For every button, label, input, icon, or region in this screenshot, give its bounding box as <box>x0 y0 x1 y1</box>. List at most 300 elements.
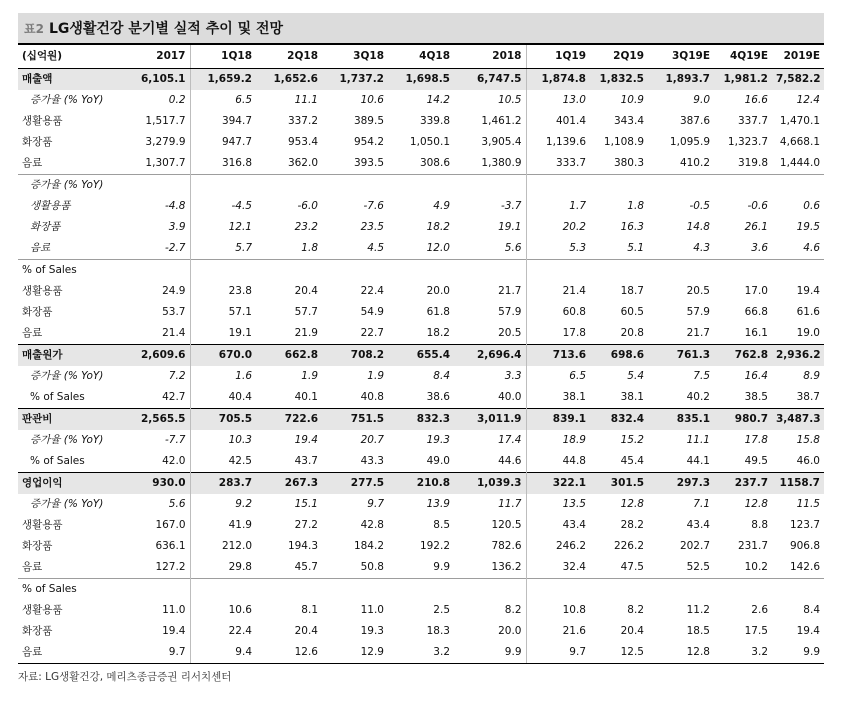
table-cell: 19.4 <box>294 434 318 446</box>
table-cell: 6.5 <box>235 94 252 106</box>
table-cell: 20.7 <box>360 434 384 446</box>
table-row <box>18 494 824 515</box>
table-cell: 17.8 <box>744 434 768 446</box>
table-row <box>18 515 824 536</box>
table-cell: 980.7 <box>714 409 772 431</box>
row-label: 증가율 (% YoY) <box>30 94 104 106</box>
table-cell: 61.8 <box>426 306 450 318</box>
table-cell <box>648 175 714 197</box>
table-cell: 54.9 <box>360 306 384 318</box>
table-cell: 60.5 <box>620 306 644 318</box>
table-cell: 45.7 <box>294 561 318 573</box>
table-cell: 393.5 <box>353 157 384 169</box>
table-cell: 0.6 <box>803 200 820 212</box>
table-cell: 1.7 <box>569 200 586 212</box>
table-cell: 136.2 <box>454 557 526 579</box>
row-label: % of Sales <box>30 455 85 467</box>
table-cell: -6.0 <box>297 200 318 212</box>
table-cell: 11.1 <box>294 94 318 106</box>
header-unit: (십억원) <box>18 44 124 69</box>
table-cell: 705.5 <box>190 409 256 431</box>
table-row <box>18 111 824 132</box>
table-cell: 5.1 <box>627 242 644 254</box>
row-label: 판관비 <box>18 409 124 431</box>
table-cell: 8.1 <box>301 604 318 616</box>
table-cell: 19.3 <box>426 434 450 446</box>
table-cell: 11.2 <box>686 604 710 616</box>
table-row <box>18 345 824 367</box>
row-label: 증가율 (% YoY) <box>18 175 124 197</box>
table-cell <box>322 175 388 197</box>
header-period: 1Q19 <box>526 44 590 69</box>
table-cell: 10.8 <box>562 604 586 616</box>
table-cell: 20.8 <box>620 327 644 339</box>
table-cell: 930.0 <box>124 473 190 495</box>
table-cell: 7.5 <box>693 370 710 382</box>
table-cell: 57.1 <box>228 306 252 318</box>
table-cell: 43.4 <box>686 519 710 531</box>
table-cell: 142.6 <box>789 561 820 573</box>
table-cell: 38.7 <box>796 391 820 403</box>
table-cell: 123.7 <box>789 519 820 531</box>
table-cell: 4.9 <box>433 200 450 212</box>
table-cell: 1,698.5 <box>388 69 454 91</box>
table-cell: 202.7 <box>679 540 710 552</box>
table-cell: 27.2 <box>294 519 318 531</box>
table-cell: 44.8 <box>562 455 586 467</box>
table-cell: 17.5 <box>744 625 768 637</box>
header-period: 3Q18 <box>322 44 388 69</box>
table-cell: 57.7 <box>294 306 318 318</box>
table-cell: 226.2 <box>613 540 644 552</box>
table-cell: 1,108.9 <box>603 136 644 148</box>
row-label: 화장품 <box>22 540 53 552</box>
table-row <box>18 451 824 473</box>
table-cell: 698.6 <box>590 345 648 367</box>
row-label: 증가율 (% YoY) <box>30 370 104 382</box>
table-cell: 29.8 <box>228 561 252 573</box>
table-cell: 832.3 <box>388 409 454 431</box>
table-cell: 8.2 <box>627 604 644 616</box>
table-cell: 8.2 <box>454 600 526 621</box>
table-cell: 8.5 <box>433 519 450 531</box>
table-cell: 21.6 <box>562 625 586 637</box>
table-title: LG생활건강 분기별 실적 추이 및 전망 <box>48 21 284 37</box>
table-cell: 1158.7 <box>772 473 824 495</box>
table-cell: 120.5 <box>454 515 526 536</box>
table-cell: 41.9 <box>228 519 252 531</box>
table-cell: 20.4 <box>620 625 644 637</box>
table-cell: 1,652.6 <box>256 69 322 91</box>
table-cell: 194.3 <box>287 540 318 552</box>
row-label: 음료 <box>18 642 124 664</box>
table-cell <box>590 175 648 197</box>
header-row <box>18 44 824 69</box>
report-table-figure <box>18 13 824 684</box>
row-label: 생활용품 <box>22 115 63 127</box>
row-label: 생활용품 <box>22 604 63 616</box>
table-cell: 17.4 <box>454 430 526 451</box>
table-row <box>18 238 824 260</box>
table-cell: 713.6 <box>526 345 590 367</box>
table-cell: 21.4 <box>562 285 586 297</box>
table-cell: 19.0 <box>796 327 820 339</box>
header-period: 2019E <box>772 44 824 69</box>
header-period: 2018 <box>454 44 526 69</box>
table-cell: 1,461.2 <box>454 111 526 132</box>
table-cell: 1,659.2 <box>190 69 256 91</box>
table-cell: 40.1 <box>294 391 318 403</box>
table-cell: 66.8 <box>744 306 768 318</box>
table-cell: 4.3 <box>693 242 710 254</box>
table-cell: 333.7 <box>555 157 586 169</box>
table-cell: 401.4 <box>555 115 586 127</box>
table-row <box>18 217 824 238</box>
header-period: 3Q19E <box>648 44 714 69</box>
table-cell: 1,323.7 <box>727 136 768 148</box>
table-cell: 10.6 <box>228 604 252 616</box>
table-cell: 20.0 <box>454 621 526 642</box>
table-cell: 42.8 <box>360 519 384 531</box>
table-cell: 22.7 <box>360 327 384 339</box>
table-cell: 19.1 <box>228 327 252 339</box>
table-row <box>18 132 824 153</box>
row-label: 영업이익 <box>18 473 124 495</box>
table-cell: 43.3 <box>360 455 384 467</box>
table-cell: 11.0 <box>124 600 190 621</box>
table-cell <box>590 260 648 282</box>
table-cell: 52.5 <box>686 561 710 573</box>
table-cell: 3.9 <box>124 217 190 238</box>
table-cell <box>322 579 388 601</box>
table-cell: 38.6 <box>426 391 450 403</box>
row-label: % of Sales <box>18 260 124 282</box>
table-cell: 9.7 <box>124 642 190 664</box>
table-cell: 210.8 <box>388 473 454 495</box>
table-cell: 308.6 <box>419 157 450 169</box>
table-cell: 9.9 <box>772 642 824 664</box>
header-period: 2Q19 <box>590 44 648 69</box>
table-cell: 20.2 <box>562 221 586 233</box>
table-cell: 319.8 <box>737 157 768 169</box>
row-label: % of Sales <box>18 579 124 601</box>
table-cell: 10.9 <box>620 94 644 106</box>
row-label: 매출액 <box>18 69 124 91</box>
table-cell: 751.5 <box>322 409 388 431</box>
table-cell: 38.1 <box>620 391 644 403</box>
table-cell: 2.5 <box>433 604 450 616</box>
table-cell: 40.0 <box>454 387 526 409</box>
table-cell: 1,380.9 <box>454 153 526 175</box>
table-cell: 10.3 <box>228 434 252 446</box>
table-cell <box>388 175 454 197</box>
table-cell: 14.2 <box>426 94 450 106</box>
table-cell: -3.7 <box>454 196 526 217</box>
table-cell: -4.5 <box>231 200 252 212</box>
table-cell: 1,139.6 <box>545 136 586 148</box>
table-cell: 9.7 <box>367 498 384 510</box>
table-cell: 410.2 <box>679 157 710 169</box>
table-cell: 23.2 <box>294 221 318 233</box>
table-cell: 5.6 <box>454 238 526 260</box>
table-cell <box>772 579 824 601</box>
table-cell: 42.7 <box>124 387 190 409</box>
row-label: 생활용품 <box>22 519 63 531</box>
row-label: 화장품 <box>22 136 53 148</box>
table-cell: 18.5 <box>686 625 710 637</box>
table-cell: 18.3 <box>426 625 450 637</box>
table-cell: 662.8 <box>256 345 322 367</box>
row-label: 화장품 <box>22 625 53 637</box>
table-cell: 380.3 <box>613 157 644 169</box>
table-cell: 316.8 <box>221 157 252 169</box>
table-cell: 12.8 <box>648 642 714 664</box>
table-cell: -0.6 <box>747 200 768 212</box>
table-cell: 4.6 <box>803 242 820 254</box>
table-cell: 18.7 <box>620 285 644 297</box>
table-cell: 832.4 <box>590 409 648 431</box>
table-cell: 0.2 <box>124 90 190 111</box>
table-cell: 14.8 <box>686 221 710 233</box>
table-cell: 1,737.2 <box>322 69 388 91</box>
table-cell <box>590 579 648 601</box>
table-cell: 11.7 <box>454 494 526 515</box>
table-cell: 5.3 <box>569 242 586 254</box>
table-cell: 246.2 <box>555 540 586 552</box>
table-cell: 18.2 <box>426 221 450 233</box>
table-cell: 1.9 <box>367 370 384 382</box>
table-cell: 18.2 <box>426 327 450 339</box>
table-cell: 1,893.7 <box>648 69 714 91</box>
table-row <box>18 387 824 409</box>
table-cell: 16.3 <box>620 221 644 233</box>
table-cell: 10.5 <box>454 90 526 111</box>
table-cell: 1,981.2 <box>714 69 772 91</box>
table-cell <box>124 579 190 601</box>
table-row <box>18 557 824 579</box>
row-label: 화장품 <box>30 221 61 233</box>
table-row <box>18 409 824 431</box>
table-row <box>18 153 824 175</box>
table-cell: 43.4 <box>562 519 586 531</box>
table-cell: 8.8 <box>751 519 768 531</box>
table-cell: 2,696.4 <box>454 345 526 367</box>
table-cell: 12.0 <box>426 242 450 254</box>
table-cell: 12.9 <box>322 642 388 664</box>
table-number: 표2 <box>24 21 44 36</box>
table-cell: 1,874.8 <box>526 69 590 91</box>
table-row <box>18 260 824 282</box>
table-cell: 722.6 <box>256 409 322 431</box>
table-cell: 3.2 <box>714 642 772 664</box>
table-cell: 4.5 <box>367 242 384 254</box>
table-cell: 45.4 <box>620 455 644 467</box>
table-cell: 1.9 <box>301 370 318 382</box>
table-cell: 19.4 <box>796 625 820 637</box>
table-cell: 16.1 <box>744 327 768 339</box>
table-cell: 337.2 <box>287 115 318 127</box>
table-cell: 10.2 <box>744 561 768 573</box>
table-cell: 20.4 <box>294 625 318 637</box>
table-cell <box>526 175 590 197</box>
table-cell: 19.1 <box>454 217 526 238</box>
table-cell: 16.4 <box>744 370 768 382</box>
table-cell: 231.7 <box>737 540 768 552</box>
table-cell: 38.1 <box>562 391 586 403</box>
table-cell <box>388 579 454 601</box>
table-cell: 42.5 <box>228 455 252 467</box>
table-cell: 19.4 <box>796 285 820 297</box>
table-cell <box>714 579 772 601</box>
table-cell: 9.7 <box>526 642 590 664</box>
table-cell: 22.4 <box>228 625 252 637</box>
table-cell: 301.5 <box>590 473 648 495</box>
table-cell: 20.0 <box>426 285 450 297</box>
table-cell: -7.7 <box>124 430 190 451</box>
table-cell: 343.4 <box>613 115 644 127</box>
table-cell: 26.1 <box>744 221 768 233</box>
table-cell: 906.8 <box>789 540 820 552</box>
table-cell: 44.1 <box>686 455 710 467</box>
table-row <box>18 175 824 197</box>
table-cell: 23.5 <box>360 221 384 233</box>
table-cell <box>190 579 256 601</box>
header-period: 2017 <box>124 44 190 69</box>
table-cell <box>256 260 322 282</box>
header-period: 4Q18 <box>388 44 454 69</box>
table-cell <box>124 260 190 282</box>
table-cell: -0.5 <box>689 200 710 212</box>
row-label: 음료 <box>22 327 43 339</box>
table-cell: 44.6 <box>454 451 526 473</box>
table-cell: 11.1 <box>686 434 710 446</box>
table-cell: 24.9 <box>124 281 190 302</box>
table-cell: 21.7 <box>686 327 710 339</box>
table-cell: 1,307.7 <box>124 153 190 175</box>
table-cell: 127.2 <box>124 557 190 579</box>
table-cell: 8.4 <box>433 370 450 382</box>
table-cell <box>454 175 526 197</box>
table-cell: 11.0 <box>360 604 384 616</box>
table-cell: 267.3 <box>256 473 322 495</box>
table-cell: 50.8 <box>360 561 384 573</box>
table-row <box>18 430 824 451</box>
table-cell: 40.4 <box>228 391 252 403</box>
table-cell: 3,487.3 <box>772 409 824 431</box>
table-cell: 9.2 <box>235 498 252 510</box>
table-row <box>18 600 824 621</box>
table-cell: 43.7 <box>294 455 318 467</box>
table-cell: 1.8 <box>301 242 318 254</box>
table-cell: 61.6 <box>796 306 820 318</box>
table-cell: 7.1 <box>693 498 710 510</box>
table-cell: 394.7 <box>221 115 252 127</box>
table-cell: 1,050.1 <box>409 136 450 148</box>
table-cell: 19.3 <box>360 625 384 637</box>
header-period: 2Q18 <box>256 44 322 69</box>
table-cell: 184.2 <box>353 540 384 552</box>
table-cell: 17.0 <box>744 285 768 297</box>
table-cell: 1,470.1 <box>779 115 820 127</box>
table-cell: 19.4 <box>124 621 190 642</box>
table-cell: 9.0 <box>693 94 710 106</box>
table-cell: 47.5 <box>620 561 644 573</box>
table-body <box>18 69 824 664</box>
table-cell: 3,279.9 <box>124 132 190 153</box>
table-cell: 12.6 <box>256 642 322 664</box>
earnings-table <box>18 43 824 664</box>
table-row <box>18 281 824 302</box>
table-cell: 1.6 <box>235 370 252 382</box>
table-cell: 12.4 <box>796 94 820 106</box>
table-cell: 953.4 <box>287 136 318 148</box>
table-cell: 237.7 <box>714 473 772 495</box>
table-cell: 839.1 <box>526 409 590 431</box>
table-cell: 8.9 <box>803 370 820 382</box>
table-cell: 3,905.4 <box>454 132 526 153</box>
table-cell: 9.4 <box>190 642 256 664</box>
table-cell: 32.4 <box>562 561 586 573</box>
row-label: 생활용품 <box>30 200 71 212</box>
table-cell: 5.6 <box>124 494 190 515</box>
table-cell: 12.5 <box>590 642 648 664</box>
table-cell: 3.2 <box>388 642 454 664</box>
table-cell <box>190 260 256 282</box>
table-cell: 636.1 <box>124 536 190 557</box>
table-cell: 2.6 <box>751 604 768 616</box>
table-cell: 57.9 <box>454 302 526 323</box>
table-cell <box>256 579 322 601</box>
table-cell: 1,095.9 <box>669 136 710 148</box>
table-cell: 28.2 <box>620 519 644 531</box>
table-cell: 670.0 <box>190 345 256 367</box>
table-row <box>18 536 824 557</box>
table-row <box>18 642 824 664</box>
table-cell: 1,444.0 <box>779 157 820 169</box>
table-row <box>18 323 824 345</box>
table-cell: 13.0 <box>562 94 586 106</box>
table-cell: 3,011.9 <box>454 409 526 431</box>
table-cell: 708.2 <box>322 345 388 367</box>
table-cell: 835.1 <box>648 409 714 431</box>
row-label: 생활용품 <box>22 285 63 297</box>
table-cell: 5.4 <box>627 370 644 382</box>
row-label: 매출원가 <box>18 345 124 367</box>
table-row <box>18 366 824 387</box>
table-cell: 1,832.5 <box>590 69 648 91</box>
table-title-bar <box>18 13 824 43</box>
table-cell: 1,517.7 <box>124 111 190 132</box>
table-cell: 40.8 <box>360 391 384 403</box>
table-cell <box>526 260 590 282</box>
table-cell: -7.6 <box>363 200 384 212</box>
table-row <box>18 69 824 91</box>
table-cell: 2,565.5 <box>124 409 190 431</box>
table-cell: 5.7 <box>235 242 252 254</box>
table-cell <box>772 175 824 197</box>
table-cell <box>388 260 454 282</box>
table-cell: 212.0 <box>221 540 252 552</box>
table-cell <box>714 260 772 282</box>
table-cell <box>526 579 590 601</box>
table-cell: 12.8 <box>620 498 644 510</box>
table-cell: 4,668.1 <box>779 136 820 148</box>
table-cell: 655.4 <box>388 345 454 367</box>
table-cell <box>714 175 772 197</box>
table-cell <box>772 260 824 282</box>
source-note: 자료: LG생활건강, 메리츠종금증권 리서치센터 <box>18 671 232 683</box>
table-cell: 17.8 <box>562 327 586 339</box>
